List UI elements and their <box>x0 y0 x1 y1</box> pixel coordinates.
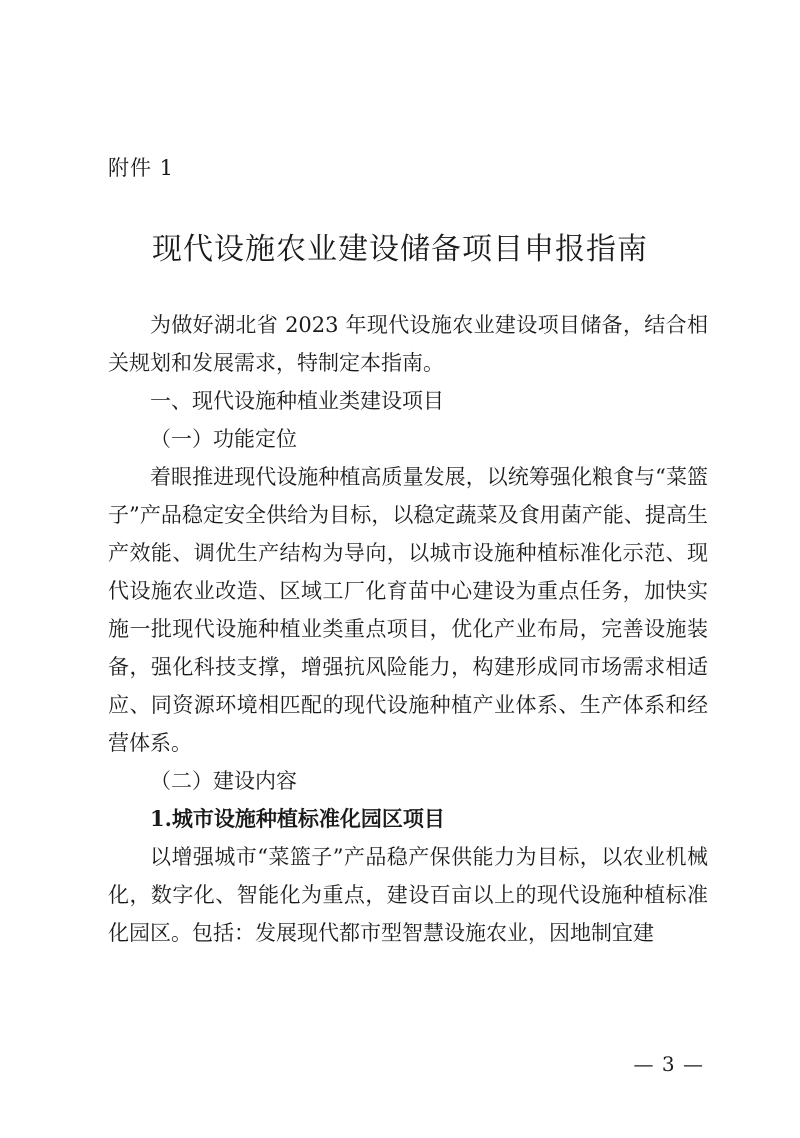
body-paragraph: 以增强城市“菜篮子”产品稳产保供能力为目标，以农业机械化，数字化、智能化为重点，建设百亩以上的现代设施种植标准化园区。包括：发展现代都市型智慧设施农业，因地制宜建 <box>108 845 708 945</box>
attachment-label: 附件 1 <box>108 156 175 180</box>
page-number: — 3 — <box>633 1052 704 1076</box>
document-body <box>108 306 708 952</box>
body-paragraph: 着眼推进现代设施种植高质量发展，以统筹强化粮食与“菜篮子”产品稳定安全供给为目标，以稳定蔬菜及食用菌产能、提高生产效能、调优生产结构为导向，以城市设施种植标准化示范、现代设施农业改造、区域工厂化育苗中心建设为重点任务，加快实施一批现代设施种植业类重点项目，优化产业布局，完善设施装备，强化科技支撑，增强抗风险能力，构建形成同市场需求相适应、同资源环境相匹配的现代设施种植产业体系、生产体系和经营体系。 <box>108 465 708 755</box>
section-heading: 一、现代设施种植业类建设项目 <box>150 389 444 413</box>
intro-paragraph: 为做好湖北省 2023 年现代设施农业建设项目储备，结合相关规划和发展需求，特制定本指南。 <box>108 313 708 375</box>
subsection-heading: （二）建设内容 <box>150 769 297 793</box>
subsection-heading: （一）功能定位 <box>150 427 297 451</box>
document-title: 现代设施农业建设储备项目申报指南 <box>152 232 648 267</box>
item-heading: 1.城市设施种植标准化园区项目 <box>150 806 445 831</box>
